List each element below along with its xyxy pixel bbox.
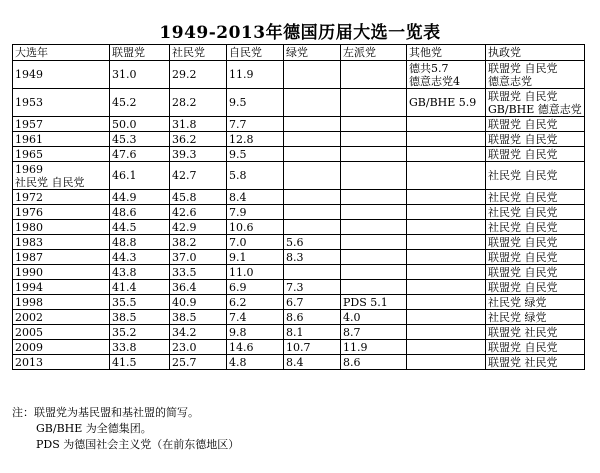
spd-share-cell: 37.0	[170, 250, 227, 265]
greens-share-cell	[284, 132, 341, 147]
fdp-share-cell: 8.4	[227, 190, 284, 205]
governing-parties-cell-line: GB/BHE 德意志党	[488, 102, 582, 116]
cdu-share-cell: 41.5	[110, 355, 170, 370]
table-row	[13, 355, 585, 370]
governing-parties-cell-line: 联盟党 自民党	[488, 235, 558, 249]
column-header-greens: 绿党	[284, 45, 341, 61]
governing-parties-cell	[486, 325, 585, 340]
governing-parties-cell-line: 德意志党	[488, 74, 532, 88]
fdp-share-cell: 12.8	[227, 132, 284, 147]
table-body	[13, 61, 585, 370]
election-year-cell	[13, 132, 110, 147]
governing-parties-cell	[486, 190, 585, 205]
cdu-share-cell: 31.0	[110, 61, 170, 89]
governing-parties-cell-line: 联盟党 自民党	[488, 132, 558, 146]
cdu-share-cell: 45.2	[110, 89, 170, 117]
other-parties-cell	[407, 265, 486, 280]
spd-share-cell: 33.5	[170, 265, 227, 280]
table-row	[13, 280, 585, 295]
other-parties-cell	[407, 117, 486, 132]
governing-parties-cell-line: 社民党 绿党	[488, 310, 547, 324]
election-year-cell	[13, 89, 110, 117]
left-share-cell	[341, 265, 407, 280]
other-parties-cell	[407, 355, 486, 370]
fdp-share-cell: 14.6	[227, 340, 284, 355]
other-parties-cell	[407, 220, 486, 235]
table-row	[13, 325, 585, 340]
spd-share-cell: 36.2	[170, 132, 227, 147]
cdu-share-cell: 50.0	[110, 117, 170, 132]
cdu-share-cell: 46.1	[110, 162, 170, 190]
governing-parties-cell-line: 联盟党 自民党	[488, 280, 558, 294]
left-share-cell	[341, 147, 407, 162]
fdp-share-cell: 7.4	[227, 310, 284, 325]
other-parties-cell	[407, 162, 486, 190]
greens-share-cell	[284, 220, 341, 235]
other-parties-cell-line: 德意志党4	[409, 74, 460, 88]
cdu-share-cell: 41.4	[110, 280, 170, 295]
spd-share-cell: 28.2	[170, 89, 227, 117]
election-year-cell-line: 1990	[15, 265, 43, 279]
cdu-share-cell: 35.2	[110, 325, 170, 340]
election-year-cell-line: 1961	[15, 132, 43, 146]
election-year-cell-line: 1969	[15, 162, 43, 176]
election-year-cell-line: 社民党 自民党	[15, 175, 85, 189]
greens-share-cell: 8.3	[284, 250, 341, 265]
spd-share-cell: 38.5	[170, 310, 227, 325]
fdp-share-cell: 7.7	[227, 117, 284, 132]
cdu-share-cell: 38.5	[110, 310, 170, 325]
governing-parties-cell	[486, 280, 585, 295]
election-year-cell	[13, 265, 110, 280]
governing-parties-cell-line: 联盟党 自民党	[488, 89, 558, 103]
left-share-cell	[341, 89, 407, 117]
left-share-cell	[341, 280, 407, 295]
cdu-share-cell: 45.3	[110, 132, 170, 147]
footnotes	[12, 405, 239, 453]
election-year-cell	[13, 190, 110, 205]
governing-parties-cell	[486, 340, 585, 355]
left-share-cell: 8.7	[341, 325, 407, 340]
election-year-cell-line: 2002	[15, 310, 43, 324]
other-parties-cell	[407, 147, 486, 162]
governing-parties-cell	[486, 147, 585, 162]
governing-parties-cell-line: 社民党 自民党	[488, 169, 558, 182]
fdp-share-cell: 9.8	[227, 325, 284, 340]
governing-parties-cell-line: 社民党 绿党	[488, 295, 547, 309]
footnote-line: GB/BHE 为全德集团。	[36, 422, 152, 435]
election-year-cell	[13, 280, 110, 295]
table-row	[13, 340, 585, 355]
left-share-cell	[341, 117, 407, 132]
other-parties-cell	[407, 132, 486, 147]
governing-parties-cell-line: 联盟党 社民党	[488, 325, 558, 339]
governing-parties-cell	[486, 265, 585, 280]
spd-share-cell: 45.8	[170, 190, 227, 205]
fdp-share-cell: 11.9	[227, 61, 284, 89]
fdp-share-cell: 4.8	[227, 355, 284, 370]
election-year-cell	[13, 147, 110, 162]
election-year-cell	[13, 310, 110, 325]
spd-share-cell: 38.2	[170, 235, 227, 250]
cdu-share-cell: 44.5	[110, 220, 170, 235]
other-parties-cell	[407, 61, 486, 89]
left-share-cell: 4.0	[341, 310, 407, 325]
page-title: 1949-2013年德国历届大选一览表	[159, 23, 441, 43]
governing-parties-cell-line: 联盟党 自民党	[488, 340, 558, 354]
cdu-share-cell: 43.8	[110, 265, 170, 280]
election-year-cell	[13, 205, 110, 220]
fdp-share-cell: 11.0	[227, 265, 284, 280]
column-header-left: 左派党	[341, 45, 407, 61]
table-row	[13, 147, 585, 162]
other-parties-cell	[407, 340, 486, 355]
governing-parties-cell	[486, 220, 585, 235]
left-share-cell	[341, 132, 407, 147]
column-header-cdu: 联盟党	[110, 45, 170, 61]
fdp-share-cell: 6.9	[227, 280, 284, 295]
election-year-cell-line: 1994	[15, 280, 43, 294]
election-year-cell-line: 2013	[15, 355, 43, 369]
greens-share-cell: 8.1	[284, 325, 341, 340]
greens-share-cell	[284, 61, 341, 89]
governing-parties-cell-line: 联盟党 自民党	[488, 117, 558, 131]
election-year-cell	[13, 61, 110, 89]
spd-share-cell: 42.7	[170, 162, 227, 190]
governing-parties-cell	[486, 132, 585, 147]
fdp-share-cell: 9.5	[227, 89, 284, 117]
spd-share-cell: 40.9	[170, 295, 227, 310]
governing-parties-cell	[486, 295, 585, 310]
election-year-cell-line: 2005	[15, 325, 43, 339]
cdu-share-cell: 44.3	[110, 250, 170, 265]
table-row	[13, 61, 585, 89]
cdu-share-cell: 33.8	[110, 340, 170, 355]
election-year-cell	[13, 220, 110, 235]
election-year-cell	[13, 117, 110, 132]
fdp-share-cell: 9.1	[227, 250, 284, 265]
governing-parties-cell-line: 联盟党 自民党	[488, 265, 558, 279]
spd-share-cell: 23.0	[170, 340, 227, 355]
fdp-share-cell: 7.0	[227, 235, 284, 250]
governing-parties-cell-line: 社民党 自民党	[488, 220, 558, 234]
spd-share-cell: 25.7	[170, 355, 227, 370]
election-year-cell-line: 1980	[15, 220, 43, 234]
governing-parties-cell	[486, 355, 585, 370]
fdp-share-cell: 6.2	[227, 295, 284, 310]
governing-parties-cell	[486, 162, 585, 190]
footnote-line: 注：联盟党为基民盟和基社盟的简写。	[12, 406, 199, 419]
left-share-cell: 11.9	[341, 340, 407, 355]
cdu-share-cell: 35.5	[110, 295, 170, 310]
governing-parties-cell	[486, 117, 585, 132]
election-year-cell	[13, 355, 110, 370]
table-row	[13, 220, 585, 235]
election-year-cell-line: 1972	[15, 190, 43, 204]
governing-parties-cell-line: 社民党 自民党	[488, 190, 558, 204]
table-row	[13, 235, 585, 250]
spd-share-cell: 42.6	[170, 205, 227, 220]
election-year-cell	[13, 295, 110, 310]
other-parties-cell	[407, 235, 486, 250]
governing-parties-cell	[486, 310, 585, 325]
greens-share-cell	[284, 117, 341, 132]
election-year-cell-line: 1965	[15, 147, 43, 161]
greens-share-cell	[284, 89, 341, 117]
left-share-cell	[341, 162, 407, 190]
other-parties-cell	[407, 280, 486, 295]
governing-parties-cell	[486, 205, 585, 220]
governing-parties-cell	[486, 250, 585, 265]
election-year-cell	[13, 162, 110, 190]
spd-share-cell: 29.2	[170, 61, 227, 89]
other-parties-cell	[407, 325, 486, 340]
table-row	[13, 250, 585, 265]
election-year-cell	[13, 250, 110, 265]
greens-share-cell	[284, 190, 341, 205]
column-header-government: 执政党	[486, 45, 585, 61]
election-year-cell-line: 1998	[15, 295, 43, 309]
fdp-share-cell: 10.6	[227, 220, 284, 235]
table-row	[13, 162, 585, 190]
fdp-share-cell: 5.8	[227, 162, 284, 190]
column-header-other: 其他党	[407, 45, 486, 61]
governing-parties-cell-line: 社民党 自民党	[488, 205, 558, 219]
election-year-cell-line: 1987	[15, 250, 43, 264]
table-row	[13, 205, 585, 220]
election-year-cell	[13, 340, 110, 355]
other-parties-cell	[407, 250, 486, 265]
other-parties-cell	[407, 89, 486, 117]
spd-share-cell: 39.3	[170, 147, 227, 162]
left-share-cell	[341, 250, 407, 265]
greens-share-cell: 10.7	[284, 340, 341, 355]
left-share-cell: PDS 5.1	[341, 295, 407, 310]
other-parties-cell-line: 德共5.7	[409, 61, 449, 75]
left-share-cell: 8.6	[341, 355, 407, 370]
spd-share-cell: 36.4	[170, 280, 227, 295]
left-share-cell	[341, 61, 407, 89]
greens-share-cell: 7.3	[284, 280, 341, 295]
greens-share-cell: 8.4	[284, 355, 341, 370]
election-year-cell-line: 1949	[15, 68, 43, 81]
election-year-cell-line: 1957	[15, 117, 43, 131]
table-row	[13, 265, 585, 280]
governing-parties-cell-line: 联盟党 社民党	[488, 355, 558, 369]
table-row	[13, 117, 585, 132]
column-header-fdp: 自民党	[227, 45, 284, 61]
governing-parties-cell-line: 联盟党 自民党	[488, 147, 558, 161]
left-share-cell	[341, 220, 407, 235]
other-parties-cell	[407, 310, 486, 325]
header-row	[13, 45, 585, 61]
cdu-share-cell: 47.6	[110, 147, 170, 162]
spd-share-cell: 42.9	[170, 220, 227, 235]
greens-share-cell: 8.6	[284, 310, 341, 325]
left-share-cell	[341, 205, 407, 220]
greens-share-cell	[284, 147, 341, 162]
greens-share-cell	[284, 205, 341, 220]
column-header-spd: 社民党	[170, 45, 227, 61]
greens-share-cell: 6.7	[284, 295, 341, 310]
other-parties-cell-line: GB/BHE 5.9	[409, 96, 477, 109]
table-row	[13, 89, 585, 117]
fdp-share-cell: 7.9	[227, 205, 284, 220]
governing-parties-cell	[486, 235, 585, 250]
cdu-share-cell: 44.9	[110, 190, 170, 205]
election-year-cell	[13, 235, 110, 250]
fdp-share-cell: 9.5	[227, 147, 284, 162]
election-year-cell-line: 2009	[15, 340, 43, 354]
table-row	[13, 310, 585, 325]
election-year-cell-line: 1983	[15, 235, 43, 249]
election-results-table	[12, 44, 585, 370]
election-year-cell-line: 1976	[15, 205, 43, 219]
other-parties-cell	[407, 295, 486, 310]
governing-parties-cell-line: 联盟党 自民党	[488, 250, 558, 264]
spd-share-cell: 31.8	[170, 117, 227, 132]
greens-share-cell: 5.6	[284, 235, 341, 250]
governing-parties-cell	[486, 61, 585, 89]
footnote-line: PDS 为德国社会主义党（在前东德地区）	[36, 438, 240, 451]
cdu-share-cell: 48.6	[110, 205, 170, 220]
other-parties-cell	[407, 190, 486, 205]
table-row	[13, 132, 585, 147]
spd-share-cell: 34.2	[170, 325, 227, 340]
governing-parties-cell-line: 联盟党 自民党	[488, 61, 558, 75]
table-row	[13, 295, 585, 310]
election-year-cell-line: 1953	[15, 96, 43, 109]
other-parties-cell	[407, 205, 486, 220]
left-share-cell	[341, 190, 407, 205]
greens-share-cell	[284, 265, 341, 280]
greens-share-cell	[284, 162, 341, 190]
table-row	[13, 190, 585, 205]
cdu-share-cell: 48.8	[110, 235, 170, 250]
left-share-cell	[341, 235, 407, 250]
governing-parties-cell	[486, 89, 585, 117]
election-year-cell	[13, 325, 110, 340]
column-header-year: 大选年	[13, 45, 110, 61]
